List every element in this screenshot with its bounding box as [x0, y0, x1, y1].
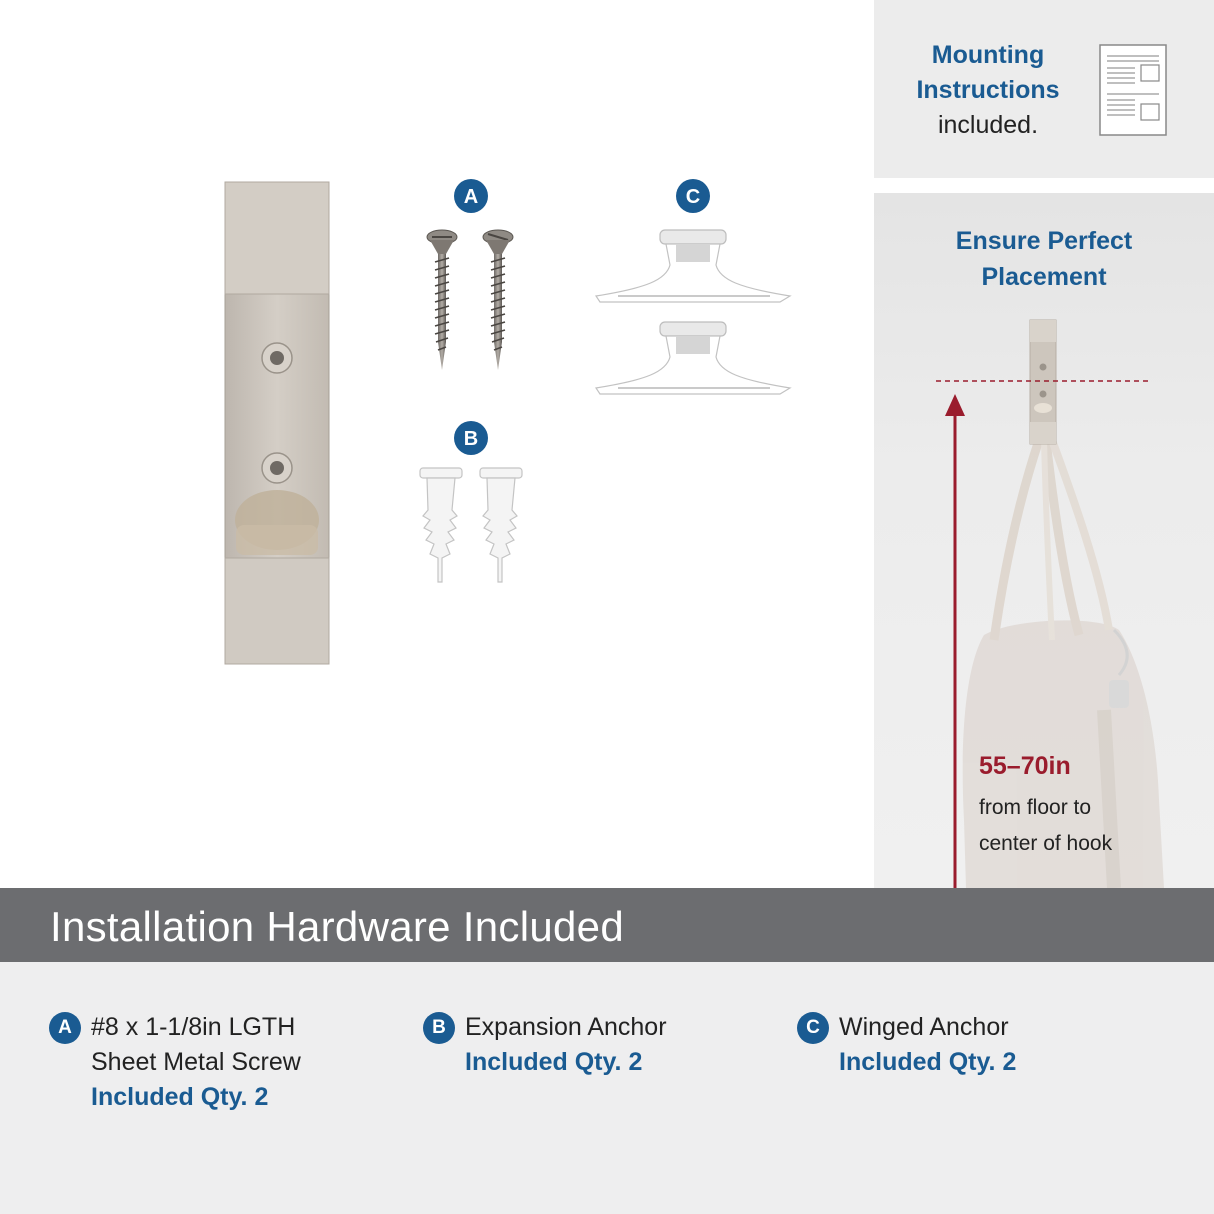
mounting-line-3: included. [937, 111, 1039, 139]
item-c-badge: C [797, 1012, 829, 1044]
item-a-badge: A [49, 1012, 81, 1044]
item-c-line-1: Winged Anchor [839, 1013, 1009, 1041]
screw-a-right [483, 230, 513, 370]
expansion-anchor-left [420, 468, 462, 582]
item-a-line-1: #8 x 1-1/8in LGTH [91, 1013, 296, 1041]
label-b: B [463, 428, 479, 450]
placement-title [900, 223, 1188, 295]
item-a-line-2: Sheet Metal Screw [91, 1048, 301, 1076]
placement-height-range: 55–70in [979, 752, 1071, 780]
label-a: A [463, 186, 479, 208]
item-b-badge: B [423, 1012, 455, 1044]
item-a-qty: Included Qty. 2 [91, 1083, 269, 1111]
placement-title-line-1: Ensure Perfect [955, 227, 1133, 255]
placement-note-line-1: from floor to [979, 796, 1092, 819]
mounting-line-2: Instructions [916, 76, 1060, 104]
mounting-line-1: Mounting [931, 41, 1045, 69]
item-b-qty: Included Qty. 2 [465, 1048, 643, 1076]
label-c: C [685, 186, 701, 208]
item-b-line-1: Expansion Anchor [465, 1013, 667, 1041]
mounting-instructions-text [895, 38, 1081, 143]
placement-note [979, 790, 1199, 862]
expansion-anchor-right [480, 468, 522, 582]
placement-note-line-2: center of hook [979, 832, 1113, 855]
item-c-qty: Included Qty. 2 [839, 1048, 1017, 1076]
placement-title-line-2: Placement [981, 263, 1107, 291]
banner-title: Installation Hardware Included [50, 903, 624, 950]
hardware-illustration [180, 170, 860, 680]
instructions-document-icon [1099, 44, 1167, 136]
winged-anchor-top [596, 230, 790, 302]
winged-anchor-bottom [596, 322, 790, 394]
screw-a-left [427, 230, 457, 370]
hook-product [225, 182, 329, 664]
